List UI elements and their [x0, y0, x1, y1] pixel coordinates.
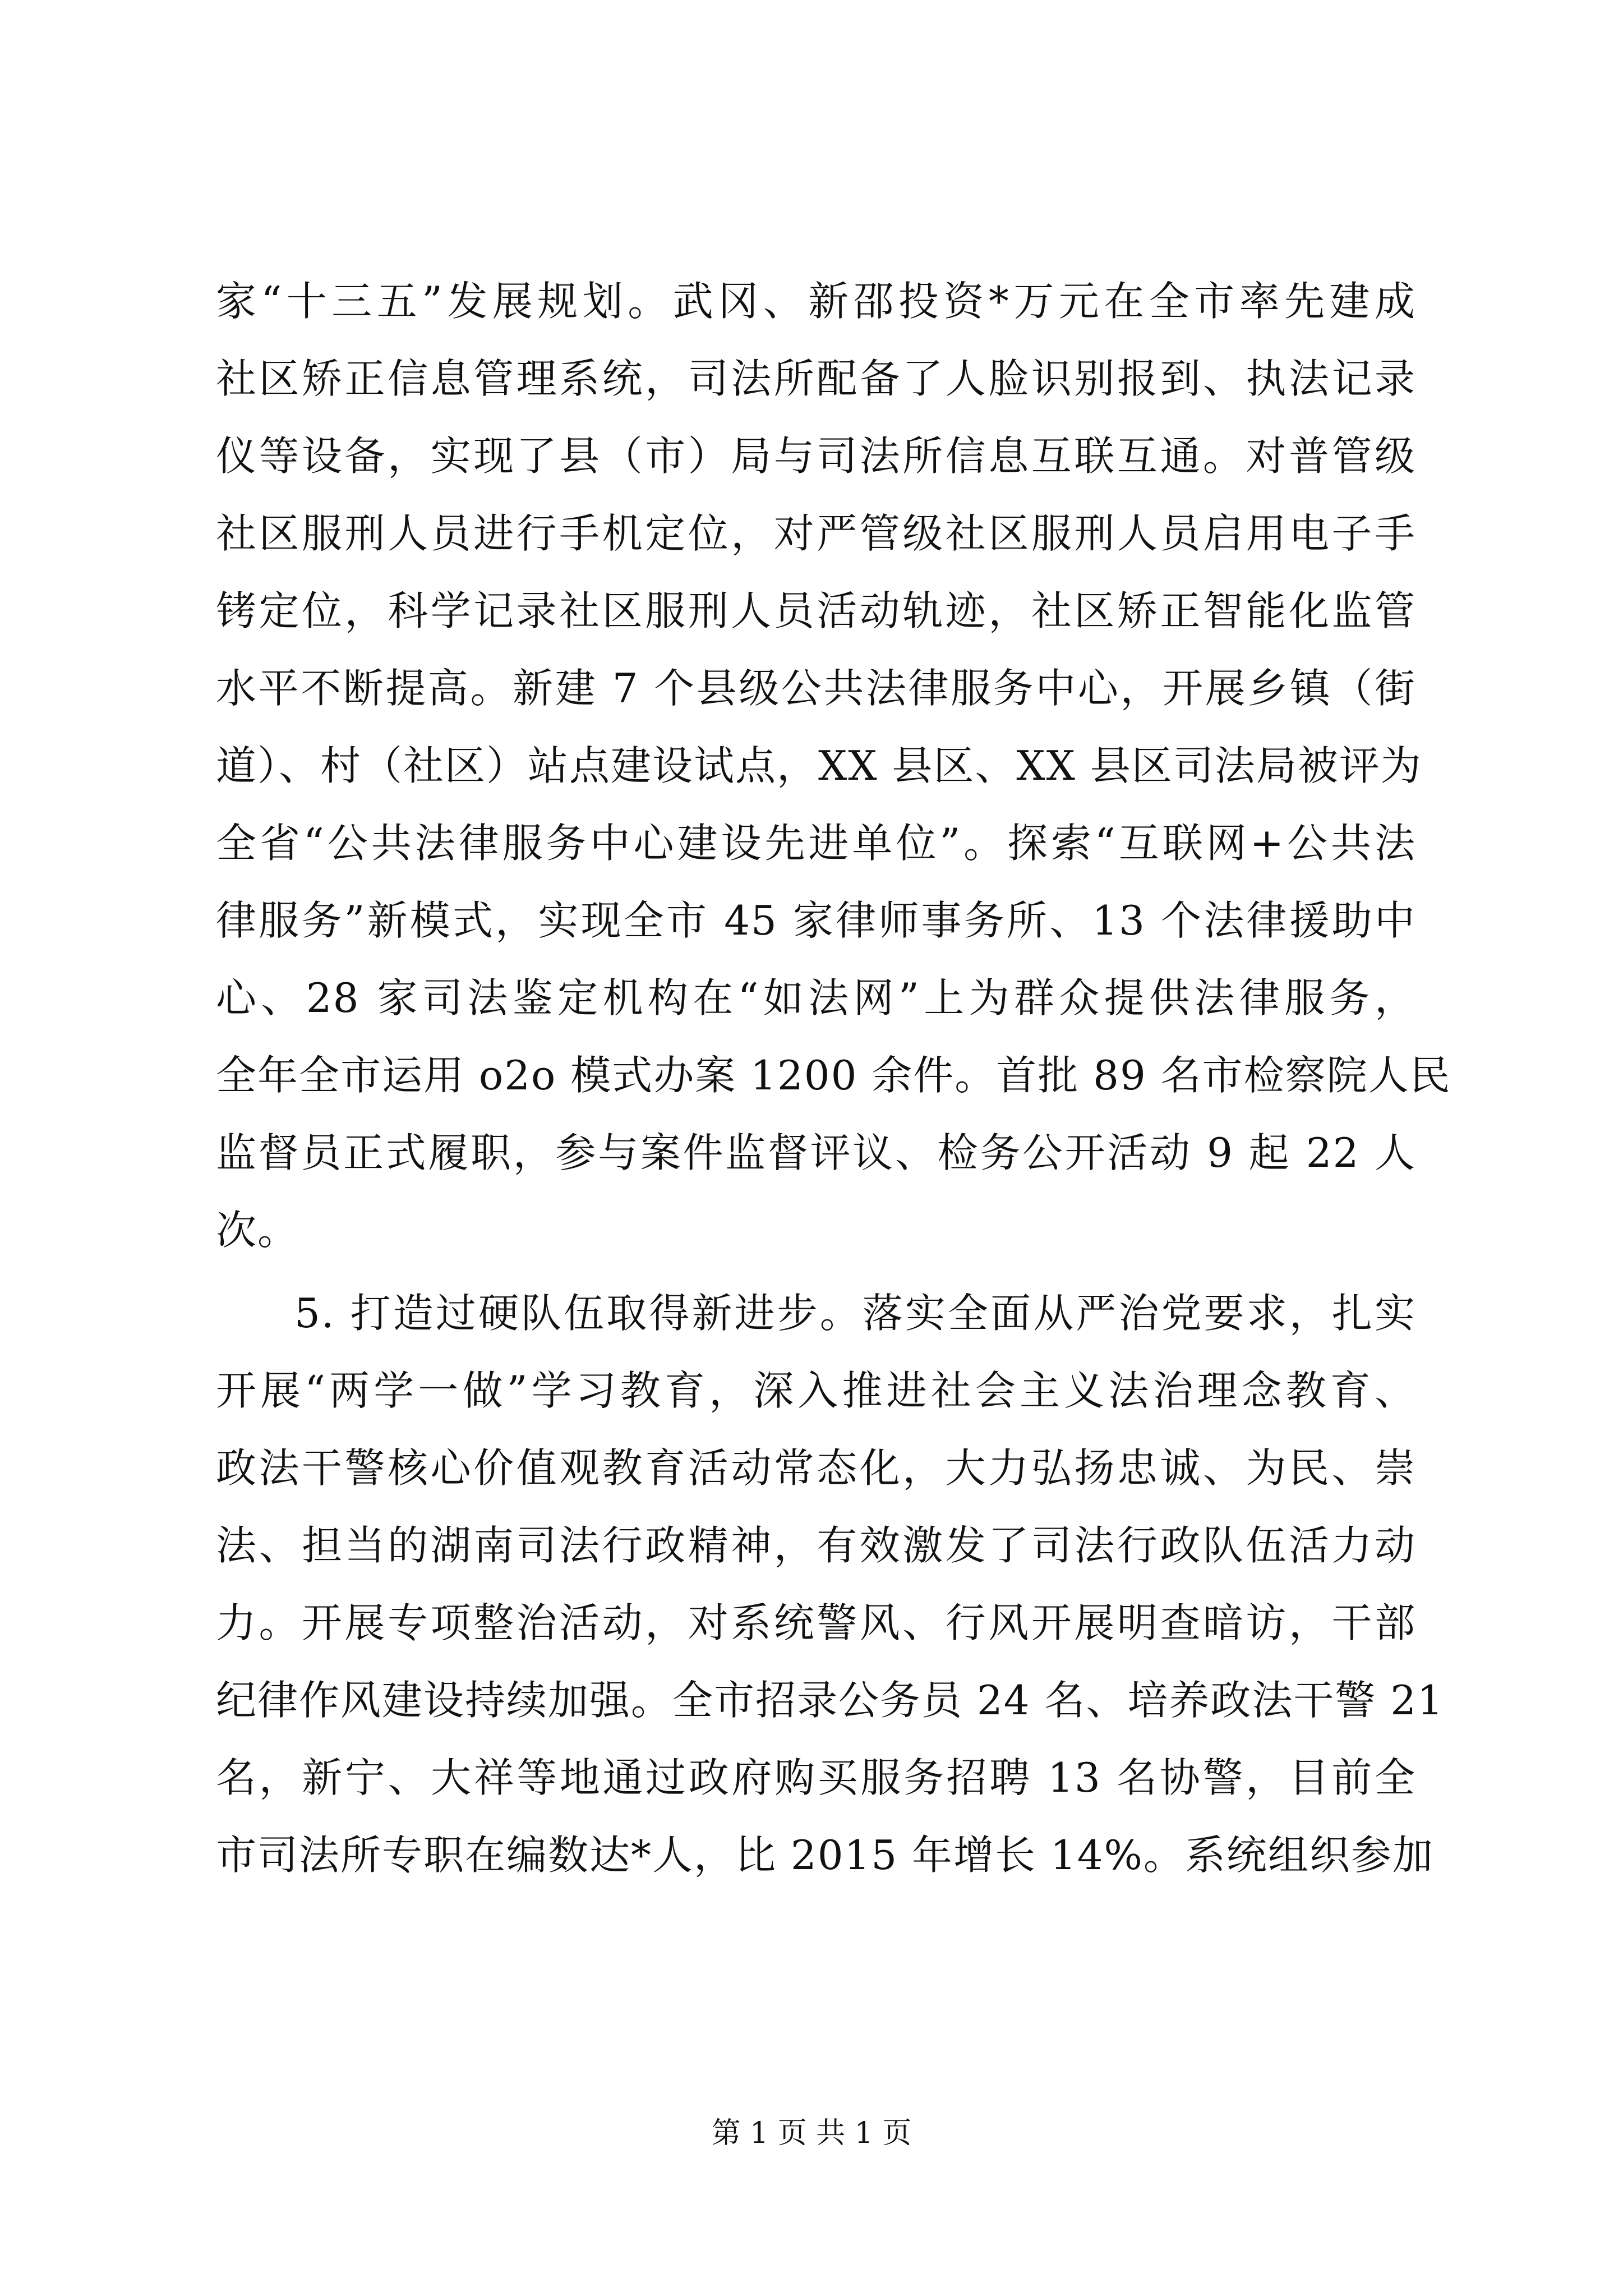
text-line: 社区矫正信息管理系统，司法所配备了人脸识别报到、执法记录	[216, 355, 1416, 402]
text-line: 法、担当的湖南司法行政精神，有效激发了司法行政队伍活力动	[216, 1522, 1416, 1569]
text-line: 铐定位，科学记录社区服刑人员活动轨迹，社区矫正智能化监管	[216, 587, 1416, 634]
text-line: 仪等设备，实现了县（市）局与司法所信息互联互通。对普管级	[216, 432, 1416, 480]
paragraph-2	[216, 1274, 1444, 1894]
text-line: 5. 打造过硬队伍取得新进步。落实全面从严治党要求，扎实	[294, 1290, 1416, 1337]
text-line: 心、28 家司法鉴定机构在“如法网”上为群众提供法律服务，	[216, 974, 1416, 1022]
document-body	[216, 263, 1451, 1894]
text-line: 全省“公共法律服务中心建设先进单位”。探索“互联网+公共法	[216, 820, 1416, 867]
text-line: 开展“两学一做”学习教育，深入推进社会主义法治理念教育、	[216, 1367, 1416, 1414]
text-line: 社区服刑人员进行手机定位，对严管级社区服刑人员启用电子手	[216, 510, 1416, 557]
text-line: 水平不断提高。新建 7 个县级公共法律服务中心，开展乡镇（街	[216, 665, 1416, 712]
text-line: 纪律作风建设持续加强。全市招录公务员 24 名、培养政法干警 21	[216, 1677, 1444, 1724]
text-line: 市司法所专职在编数达*人，比 2015 年增长 14%。系统组织参加	[216, 1832, 1434, 1879]
text-line: 全年全市运用 o2o 模式办案 1200 余件。首批 89 名市检察院人民	[216, 1052, 1451, 1099]
text-line: 次。	[216, 1207, 299, 1254]
text-line: 律服务”新模式，实现全市 45 家律师事务所、13 个法律援助中	[216, 897, 1416, 944]
text-line: 政法干警核心价值观教育活动常态化，大力弘扬忠诚、为民、崇	[216, 1444, 1416, 1492]
text-line: 道）、村（社区）站点建设试点，XX 县区、XX 县区司法局被评为	[216, 742, 1422, 789]
page-number-label: 第 1 页 共 1 页	[711, 2116, 912, 2150]
paragraph-1	[216, 263, 1451, 1269]
text-line: 监督员正式履职，参与案件监督评议、检务公开活动 9 起 22 人	[216, 1129, 1416, 1176]
text-line: 力。开展专项整治活动，对系统警风、行风开展明查暗访，干部	[216, 1599, 1416, 1646]
text-line: 家“十三五”发展规划。武冈、新邵投资*万元在全市率先建成	[216, 278, 1416, 325]
paragraph-gap	[216, 1269, 1416, 1274]
text-line: 名，新宁、大祥等地通过政府购买服务招聘 13 名协警，目前全	[216, 1754, 1416, 1801]
page-footer	[0, 2114, 1623, 2153]
